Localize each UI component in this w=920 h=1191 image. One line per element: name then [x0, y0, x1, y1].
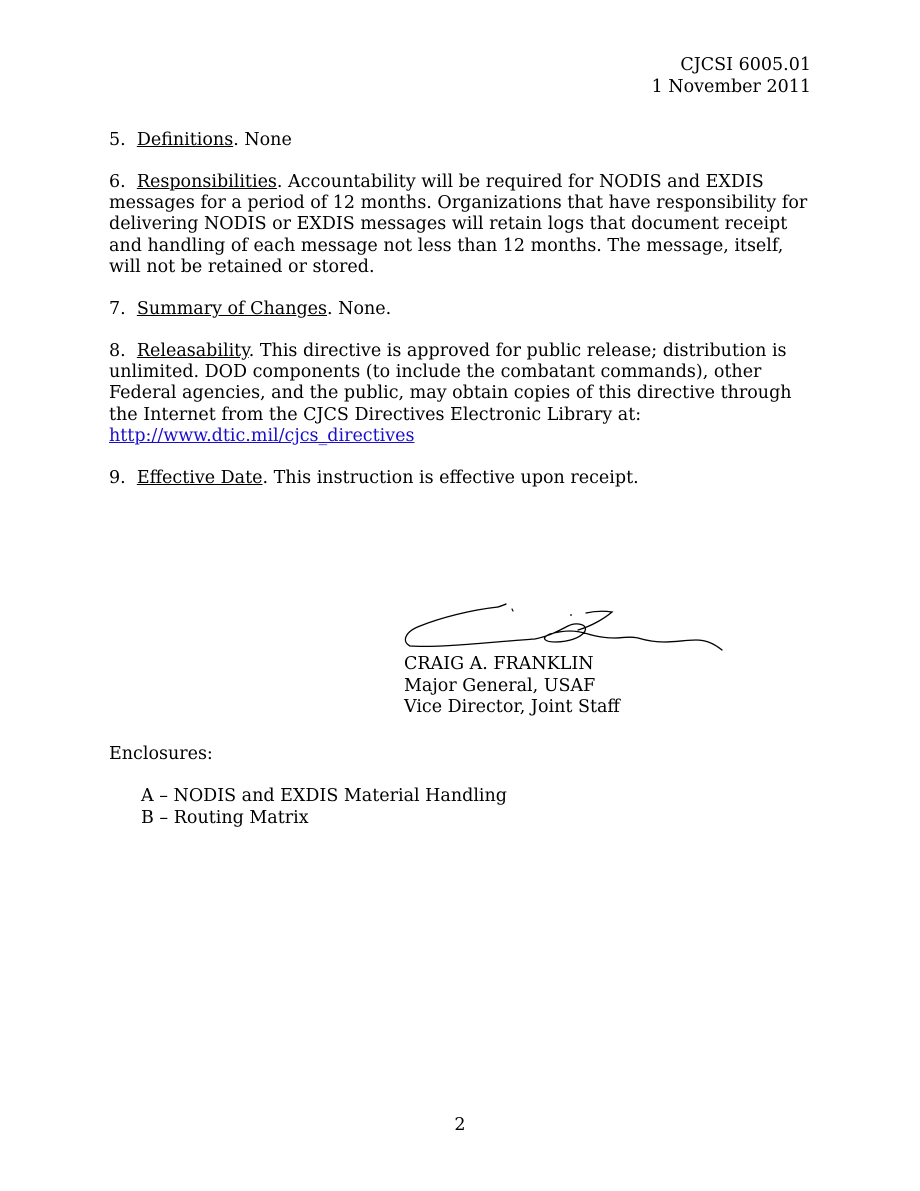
section-title: Summary of Changes	[136, 299, 328, 319]
signer-name: CRAIG A. FRANKLIN	[404, 654, 594, 674]
document-header	[652, 54, 811, 98]
section-text: . This directive is approved for public release; distribution is unlimited. DOD components (to include the combatant commands), other Federal agencies, and the public, may obtain copies of this directive through the Internet from the CJCS Directives Electronic Library at:	[109, 341, 792, 425]
cjcs-directives-library-link[interactable]: http://www.dtic.mil/cjcs_directives	[109, 425, 415, 446]
section-8-releasability	[109, 341, 814, 447]
enclosure-item: B – Routing Matrix	[141, 807, 309, 828]
section-text: . None	[233, 130, 292, 150]
section-5-definitions	[109, 130, 814, 151]
section-title: Definitions	[136, 130, 234, 150]
enclosure-list	[141, 786, 507, 829]
section-text: . None.	[327, 299, 392, 319]
section-7-summary-of-changes	[109, 299, 814, 320]
section-number: 8.	[109, 341, 126, 361]
section-number: 9.	[109, 468, 126, 488]
section-text: . Accountability will be required for NODIS and EXDIS messages for a period of 12 months. Organizations that have responsibility for delivering NODIS or EXDIS messages will retain logs that document receipt and handling of each message not less than 12 months. The message, itself, will not be retained or stored.	[109, 172, 808, 277]
section-text: . This instruction is effective upon receipt.	[262, 468, 639, 488]
section-6-responsibilities	[109, 172, 814, 278]
signature-block	[404, 654, 620, 719]
enclosure-item: A – NODIS and EXDIS Material Handling	[141, 786, 507, 806]
section-9-effective-date	[109, 468, 814, 489]
signer-position: Vice Director, Joint Staff	[404, 697, 620, 717]
handwritten-signature	[400, 598, 730, 656]
section-number: 5.	[109, 130, 126, 150]
page-number: 2	[454, 1115, 466, 1135]
signer-rank: Major General, USAF	[404, 675, 596, 696]
document-number: CJCSI 6005.01	[680, 55, 811, 75]
document-date: 1 November 2011	[651, 77, 811, 97]
section-title: Effective Date	[136, 468, 263, 488]
section-title: Responsibilities	[136, 172, 277, 192]
section-number: 7.	[109, 299, 126, 319]
section-number: 6.	[109, 172, 126, 192]
section-title: Releasability	[136, 341, 249, 361]
enclosures-heading: Enclosures:	[109, 744, 213, 764]
